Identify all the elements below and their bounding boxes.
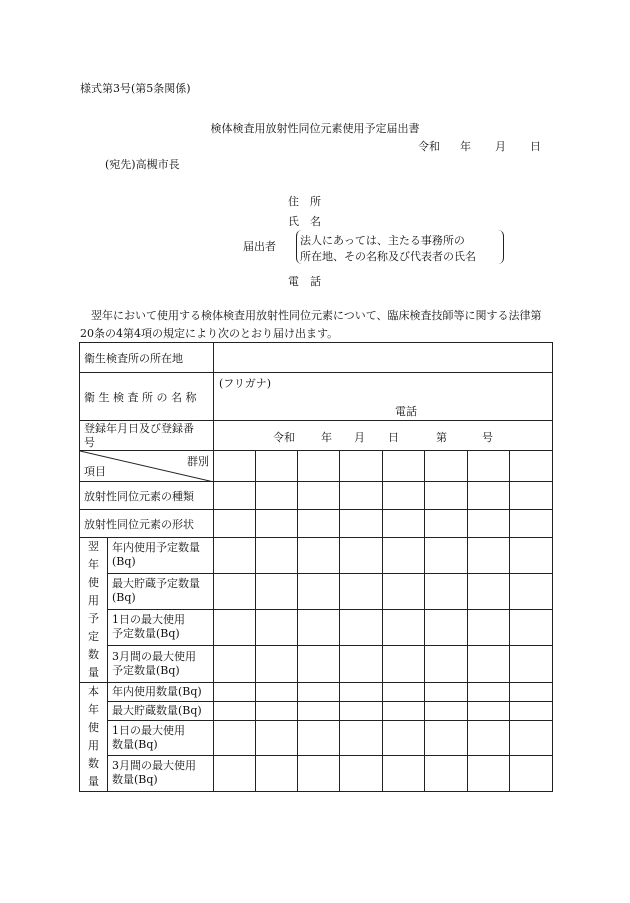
row-next-year-1 [80, 573, 553, 609]
reg-number-pre: 第 [436, 431, 447, 444]
row-this-year-2 [80, 720, 553, 755]
cell[interactable] [425, 755, 468, 791]
cell[interactable] [214, 645, 256, 682]
cell[interactable] [468, 720, 510, 755]
cell[interactable] [340, 609, 383, 645]
cell[interactable] [340, 683, 383, 702]
date-year: 年 [460, 140, 471, 153]
row-isotope-form [80, 510, 553, 538]
cell[interactable] [383, 451, 425, 482]
this-year-item [108, 701, 214, 720]
this-year-item [108, 720, 214, 755]
cell[interactable] [214, 755, 256, 791]
cell[interactable] [298, 645, 340, 682]
cell[interactable] [383, 538, 425, 574]
cell[interactable] [298, 538, 340, 574]
item-line1: 3月間の最大使用 [112, 649, 196, 663]
cell[interactable] [298, 683, 340, 702]
cell[interactable] [383, 755, 425, 791]
cell[interactable] [340, 701, 383, 720]
cell[interactable] [468, 451, 510, 482]
cell[interactable] [340, 645, 383, 682]
cell[interactable] [383, 645, 425, 682]
cell[interactable] [298, 510, 340, 538]
notification-table [79, 342, 553, 792]
cell[interactable] [256, 683, 298, 702]
item-line2: (Bq) [112, 591, 136, 605]
cell[interactable] [383, 510, 425, 538]
cell[interactable] [340, 510, 383, 538]
row-registration [80, 421, 553, 451]
row-group-header [80, 451, 553, 482]
furigana-label: (フリガナ) [219, 377, 272, 390]
cell[interactable] [510, 538, 553, 574]
row-next-year-2 [80, 609, 553, 645]
cell[interactable] [214, 451, 256, 482]
item-line1: 年内使用数量(Bq) [112, 684, 202, 698]
cell[interactable] [340, 451, 383, 482]
this-year-item [108, 755, 214, 791]
registration-value[interactable] [214, 421, 553, 451]
cell[interactable] [298, 451, 340, 482]
cell[interactable] [383, 720, 425, 755]
facility-name-label: 衛 生 検 査 所 の 名 称 [80, 373, 214, 421]
cell[interactable] [214, 609, 256, 645]
cell[interactable] [256, 573, 298, 609]
next-year-item [108, 538, 214, 574]
this-year-group-text: 本 年 使 用 数 量 [88, 685, 99, 788]
cell[interactable] [214, 510, 256, 538]
cell[interactable] [468, 755, 510, 791]
form-title: 検体検査用放射性同位元素使用予定届出書 [210, 122, 420, 135]
next-year-item [108, 609, 214, 645]
date-line [418, 138, 541, 154]
facility-name-value[interactable] [214, 373, 553, 421]
row-facility-name [80, 373, 553, 421]
cell[interactable] [510, 701, 553, 720]
reg-year: 年 [321, 431, 332, 444]
cell[interactable] [383, 683, 425, 702]
notifier-label: 届出者 [243, 240, 276, 253]
cell[interactable] [340, 573, 383, 609]
date-month: 月 [495, 140, 506, 153]
cell[interactable] [298, 482, 340, 510]
body-text: 翌年において使用する検体検査用放射性同位元素について、臨床検査技師等に関する法律第20条の4第4項の規定により次のとおり届け出ます。 [80, 309, 542, 340]
cell[interactable] [298, 755, 340, 791]
facility-address-value[interactable] [214, 343, 553, 373]
item-line1: 最大貯蔵予定数量 [112, 577, 200, 591]
cell[interactable] [256, 510, 298, 538]
form-number: 様式第3号(第5条関係) [80, 82, 191, 95]
cell[interactable] [468, 538, 510, 574]
cell[interactable] [214, 683, 256, 702]
cell[interactable] [425, 645, 468, 682]
group-label: 群別 [187, 455, 209, 468]
isotope-type-label: 放射性同位元素の種類 [80, 482, 214, 510]
this-year-item [108, 683, 214, 702]
cell[interactable] [510, 683, 553, 702]
reg-era: 令和 [273, 431, 295, 444]
cell[interactable] [256, 538, 298, 574]
cell[interactable] [425, 609, 468, 645]
address-label: 住 所 [288, 195, 321, 208]
item-line1: 3月間の最大使用 [112, 759, 196, 773]
cell[interactable] [340, 538, 383, 574]
cell[interactable] [468, 573, 510, 609]
cell[interactable] [468, 683, 510, 702]
cell[interactable] [425, 538, 468, 574]
corp-note-line2: 所在地、その名称及び代表者の氏名 [300, 250, 476, 263]
item-line2: 数量(Bq) [112, 737, 158, 751]
cell[interactable] [425, 451, 468, 482]
next-year-item [108, 645, 214, 682]
reg-number-post: 号 [482, 431, 493, 444]
corp-note [300, 233, 476, 265]
reg-month: 月 [354, 431, 365, 444]
cell[interactable] [256, 482, 298, 510]
row-isotope-type [80, 482, 553, 510]
cell[interactable] [298, 573, 340, 609]
next-year-group-label [80, 538, 108, 683]
cell[interactable] [214, 482, 256, 510]
cell[interactable] [425, 720, 468, 755]
cell[interactable] [468, 510, 510, 538]
cell[interactable] [468, 701, 510, 720]
cell[interactable] [510, 755, 553, 791]
cell[interactable] [256, 755, 298, 791]
cell[interactable] [510, 510, 553, 538]
cell[interactable] [340, 720, 383, 755]
cell[interactable] [340, 755, 383, 791]
cell[interactable] [256, 645, 298, 682]
cell[interactable] [425, 510, 468, 538]
facility-address-label: 衛生検査所の所在地 [80, 343, 214, 373]
cell[interactable] [510, 451, 553, 482]
item-line1: 最大貯蔵数量(Bq) [112, 703, 202, 717]
row-this-year-0 [80, 683, 553, 702]
cell[interactable] [298, 701, 340, 720]
item-line2: 予定数量(Bq) [112, 627, 180, 641]
isotope-form-label: 放射性同位元素の形状 [80, 510, 214, 538]
cell[interactable] [214, 720, 256, 755]
facility-phone-label: 電話 [395, 405, 417, 418]
cell[interactable] [214, 701, 256, 720]
date-era: 令和 [418, 140, 440, 153]
cell[interactable] [298, 720, 340, 755]
row-this-year-1 [80, 701, 553, 720]
row-facility-address [80, 343, 553, 373]
row-this-year-3 [80, 755, 553, 791]
cell[interactable] [256, 609, 298, 645]
cell[interactable] [383, 573, 425, 609]
next-year-item [108, 573, 214, 609]
cell[interactable] [468, 645, 510, 682]
cell[interactable] [425, 482, 468, 510]
addressee: (宛先)高槻市長 [105, 158, 180, 171]
item-label: 項目 [84, 465, 106, 478]
cell[interactable] [256, 701, 298, 720]
cell[interactable] [510, 482, 553, 510]
cell[interactable] [256, 451, 298, 482]
reg-day: 日 [388, 431, 399, 444]
cell[interactable] [383, 482, 425, 510]
registration-label [80, 421, 214, 451]
cell[interactable] [425, 573, 468, 609]
cell[interactable] [425, 683, 468, 702]
cell[interactable] [510, 573, 553, 609]
item-line2: (Bq) [112, 555, 136, 569]
item-line1: 1日の最大使用 [112, 613, 185, 627]
phone-label: 電 話 [288, 275, 321, 288]
cell[interactable] [510, 645, 553, 682]
item-line1: 1日の最大使用 [112, 723, 185, 737]
cell[interactable] [510, 609, 553, 645]
cell[interactable] [214, 573, 256, 609]
cell[interactable] [298, 609, 340, 645]
cell[interactable] [468, 482, 510, 510]
cell[interactable] [425, 701, 468, 720]
group-item-header [80, 451, 214, 482]
cell[interactable] [256, 720, 298, 755]
registration-label-text: 登録年月日及び登録番号 [84, 421, 194, 449]
cell[interactable] [383, 609, 425, 645]
cell[interactable] [510, 720, 553, 755]
row-next-year-3 [80, 645, 553, 682]
this-year-group-label [80, 683, 108, 792]
date-day: 日 [530, 140, 541, 153]
cell[interactable] [468, 609, 510, 645]
next-year-group-text: 翌 年 使 用 予 定 数 量 [88, 540, 99, 679]
cell[interactable] [383, 701, 425, 720]
cell[interactable] [214, 538, 256, 574]
item-line2: 数量(Bq) [112, 773, 158, 787]
item-line2: 予定数量(Bq) [112, 663, 180, 677]
name-label: 氏 名 [288, 215, 321, 228]
corp-note-line1: 法人にあっては、主たる事務所の [300, 234, 465, 247]
item-line1: 年内使用予定数量 [112, 541, 200, 555]
cell[interactable] [340, 482, 383, 510]
row-next-year-0 [80, 538, 553, 574]
